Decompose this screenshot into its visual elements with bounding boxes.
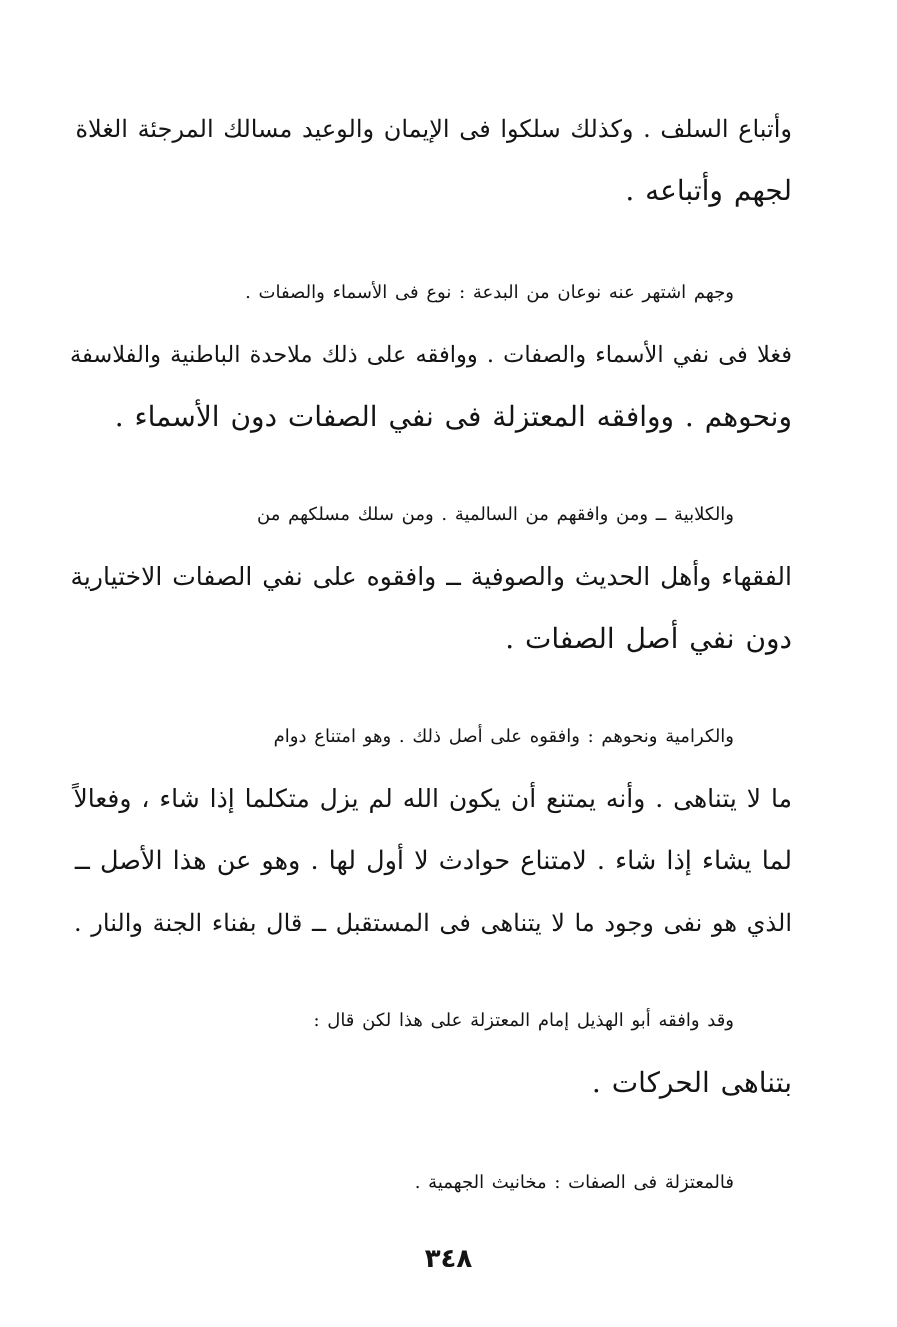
- page-number: ٣٤٨: [424, 1244, 473, 1274]
- paragraph-2: [70, 262, 792, 448]
- paragraph-5: [70, 990, 792, 1114]
- text-line: وقد وافقه أبو الهذيل إمام المعتزلة على هذا لكن قال :: [313, 1010, 734, 1031]
- text-line: دون نفي أصل الصفات .: [505, 622, 792, 655]
- paragraph-6: [70, 1152, 792, 1214]
- text-line: وجهم اشتهر عنه نوعان من البدعة : نوع فى الأسماء والصفات .: [245, 282, 734, 303]
- text-line: فالمعتزلة فى الصفات : مخانيث الجهمية .: [414, 1172, 734, 1193]
- text-line: فغلا فى نفي الأسماء والصفات . ووافقه على ذلك ملاحدة الباطنية والفلاسفة: [69, 342, 792, 368]
- text-line: ما لا يتناهى . وأنه يمتنع أن يكون الله لم يزل متكلما إذا شاء ، وفعالاً: [73, 784, 792, 813]
- text-line: الفقهاء وأهل الحديث والصوفية ــ وافقوه على نفي الصفات الاختيارية: [70, 562, 792, 591]
- text-line: وأتباع السلف . وكذلك سلكوا فى الإيمان والوعيد مسالك المرجئة الغلاة: [75, 115, 792, 143]
- text-line: والكرامية ونحوهم : وافقوه على أصل ذلك . وهو امتناع دوام: [273, 726, 734, 747]
- text-line: والكلابية ــ ومن وافقهم من السالمية . ومن سلك مسلكهم من: [257, 504, 734, 525]
- text-line: لجهم وأتباعه .: [625, 174, 792, 207]
- text-line: لما يشاء إذا شاء . لامتناع حوادث لا أول لها . وهو عن هذا الأصل ــ: [74, 846, 792, 876]
- text-line: الذي هو نفى وجود ما لا يتناهى فى المستقبل ــ قال بفناء الجنة والنار .: [74, 909, 792, 937]
- paragraph-1: [70, 98, 792, 222]
- text-line: ونحوهم . ووافقه المعتزلة فى نفي الصفات دون الأسماء .: [114, 400, 792, 433]
- text-line: بتناهى الحركات .: [591, 1066, 792, 1099]
- paragraph-3: [70, 484, 792, 670]
- paragraph-4: [70, 706, 792, 954]
